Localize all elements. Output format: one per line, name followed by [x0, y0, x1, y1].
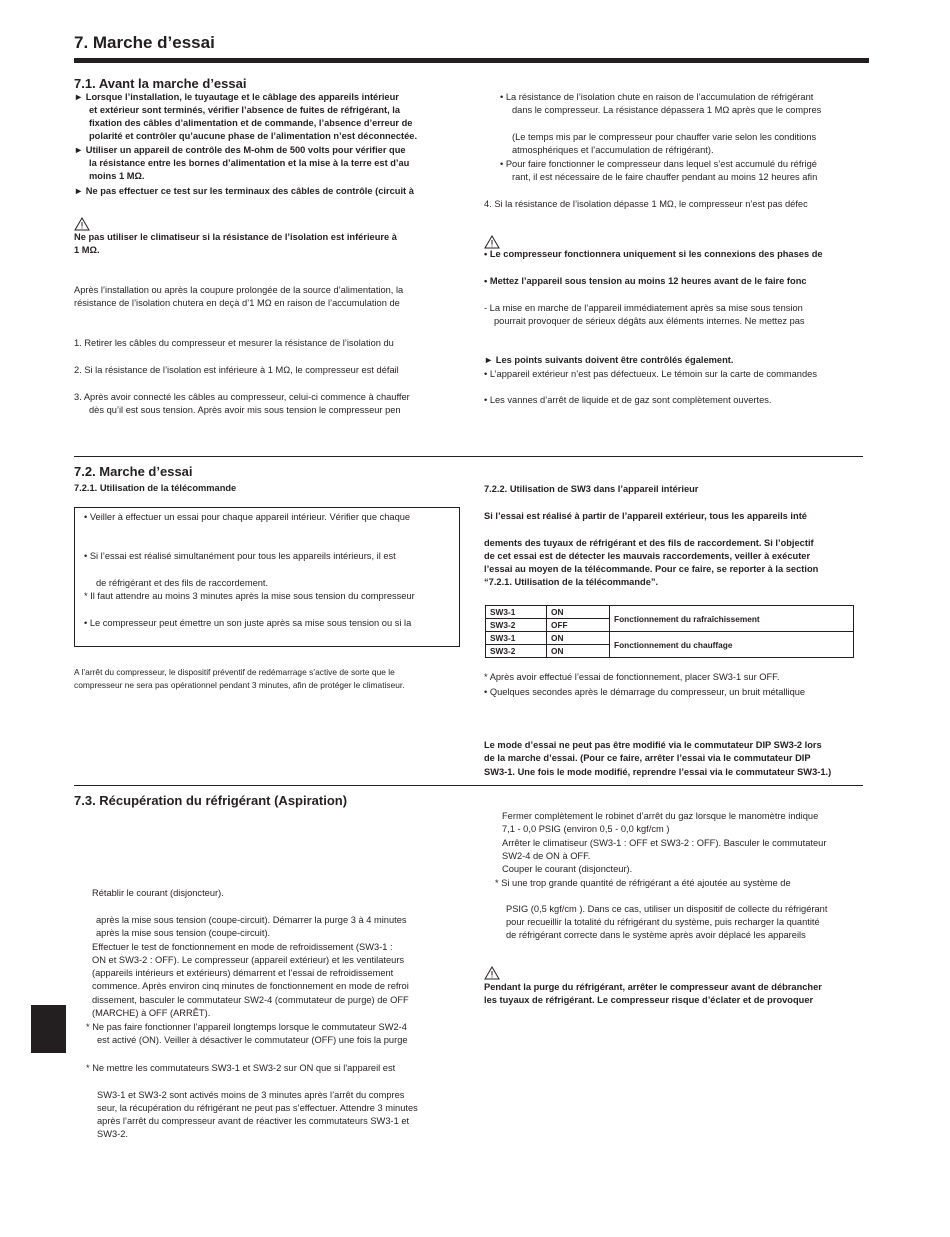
s721-note-l2: compresseur ne sera pas opérationnel pendant 3 minutes, afin de protéger le climatiseur. [74, 680, 405, 690]
s73r-close-l1: Fermer complètement le robinet d’arrêt du gaz lorsque le manomètre indique [502, 811, 819, 821]
caution-1: • Le compresseur fonctionnera uniquement si les connexions des phases de [484, 249, 823, 259]
s71-step-2: 2. Si la résistance de l’isolation est inférieure à 1 MΩ, le compresseur est défail [74, 365, 399, 375]
s71r-b2-l2: rant, il est nécessaire de le faire chauffer pendant au moins 12 heures afin [512, 172, 818, 182]
section-divider-1 [74, 456, 863, 457]
sw3-cell-switch: SW3-2 [486, 645, 547, 658]
sw3-table [485, 605, 854, 658]
warning-1-l2: 1 MΩ. [74, 245, 100, 255]
language-tab-marker [31, 1005, 66, 1053]
s73r-star-b-l2: pour recueillir la totalité du réfrigérant du système, puis recharger la quantité [506, 917, 820, 927]
sw3-cell-switch: SW3-2 [486, 619, 547, 632]
s71r-b2-l1: • Pour faire fonctionner le compresseur dans lequel s’est accumulé du réfrigé [500, 159, 817, 169]
s721-box-l5: • Le compresseur peut émettre un son juste après sa mise sous tension ou si la [84, 618, 412, 628]
s722-heading: 7.2.2. Utilisation de SW3 dans l’appareil intérieur [484, 484, 699, 494]
s73-test-l1: Effectuer le test de fonctionnement en mode de refroidissement (SW3-1 : [92, 942, 393, 952]
s722-after-2: • Quelques secondes après le démarrage du compresseur, un bruit métallique [484, 687, 806, 697]
s73-test-l6: (MARCHE) à OFF (ARRÊT). [92, 1008, 211, 1018]
s73r-star-b-l3: de réfrigérant correcte dans le système après avoir déplacé les appareils [506, 930, 806, 940]
s722-bold-l3: SW3-1. Une fois le mode modifié, reprendre l’essai via le commutateur SW3-1.) [484, 767, 832, 777]
s721-note-l1: A l’arrêt du compresseur, le dispositif préventif de redémarrage s’active de sorte que le [74, 667, 395, 677]
s73-star2b-l3: après l’arrêt du compresseur avant de réactiver les commutateurs SW3-1 et [97, 1116, 410, 1126]
s71-bullet-2-l1: ► Utiliser un appareil de contrôle des M-ohm de 500 volts pour vérifier que [74, 145, 406, 155]
title-rule [74, 58, 869, 63]
s721-box-l3: de réfrigérant et des fils de raccordement. [96, 578, 269, 588]
sw3-cell-switch: SW3-1 [486, 632, 547, 645]
check-2: • Les vannes d’arrêt de liquide et de gaz sont complètement ouvertes. [484, 395, 772, 405]
caution-2: • Mettez l’appareil sous tension au moins 12 heures avant de le faire fonc [484, 276, 807, 286]
s722-p2-l4: “7.2.1. Utilisation de la télécommande”. [484, 577, 659, 587]
s73-star2: * Ne mettre les commutateurs SW3-1 et SW3-2 sur ON que si l'appareil est [86, 1063, 396, 1073]
s71-step-3-l1: 3. Après avoir connecté les câbles au compresseur, celui-ci commence à chauffer [74, 392, 410, 402]
sw3-cell-mode: Fonctionnement du chauffage [610, 632, 854, 658]
s73-star2b-l4: SW3-2. [97, 1129, 128, 1139]
s73-star1-l1: * Ne pas faire fonctionner l’appareil longtemps lorsque le commutateur SW2-4 [86, 1022, 407, 1032]
s73-test-l4: commence. Après environ cinq minutes de fonctionnement en mode de refroi [92, 981, 409, 991]
s722-p1: Si l’essai est réalisé à partir de l’appareil extérieur, tous les appareils inté [484, 511, 807, 521]
caution-icon [484, 235, 500, 249]
section-72-heading: 7.2. Marche d’essai [74, 464, 193, 479]
page-title: 7. Marche d’essai [74, 33, 215, 52]
s73-test-l2: ON et SW3-2 : OFF). Le compresseur (appareil extérieur) et les ventilateurs [92, 955, 405, 965]
s73-star2b-l1: SW3-1 et SW3-2 sont activés moins de 3 minutes après l’arrêt du compres [97, 1090, 405, 1100]
s71-bullet-2-l2: la résistance entre les bornes d’alimentation et la mise à la terre est d’au [89, 158, 410, 168]
s721-box-l1: • Veiller à effectuer un essai pour chaque appareil intérieur. Vérifier que chaque [84, 512, 411, 522]
table-row [486, 632, 854, 645]
s71r-dash-l1: - La mise en marche de l’appareil immédiatement après sa mise sous tension [484, 303, 803, 313]
s73-star2b-l2: seur, la récupération du réfrigérant ne peut pas s’effectuer. Attendre 3 minutes [97, 1103, 418, 1113]
s71r-b1b-l1: (Le temps mis par le compresseur pour chauffer varie selon les conditions [512, 132, 817, 142]
s73r-close-l5: Couper le courant (disjoncteur). [502, 864, 633, 874]
s73-warning-l1: Pendant la purge du réfrigérant, arrêter le compresseur avant de débrancher [484, 982, 822, 992]
s722-after-1: * Après avoir effectué l’essai de fonctionnement, placer SW3-1 sur OFF. [484, 672, 780, 682]
s73-test-l5: dissement, basculer le commutateur SW2-4 (commutateur de purge) de OFF [92, 995, 409, 1005]
s721-box-l4: * Il faut attendre au moins 3 minutes après la mise sous tension du compresseur [84, 591, 415, 601]
s71-step-1: 1. Retirer les câbles du compresseur et mesurer la résistance de l’isolation du [74, 338, 394, 348]
warning-icon [74, 217, 90, 231]
s71-para-l1: Après l’installation ou après la coupure prolongée de la source d’alimentation, la [74, 285, 404, 295]
s73r-star-b-l1: PSIG (0,5 kgf/cm ). Dans ce cas, utiliser un dispositif de collecte du réfrigérant [506, 904, 828, 914]
s71-bullet-1-l4: polarité et contrôler qu’aucune phase de l’alimentation n’est déconnectée. [89, 131, 418, 141]
s722-bold-l1: Le mode d’essai ne peut pas être modifié via le commutateur DIP SW3-2 lors [484, 740, 822, 750]
sw3-cell-state: ON [547, 632, 610, 645]
s71-para-l2: résistance de l’isolation chutera en deçà d’1 MΩ en raison de l’accumulation de [74, 298, 400, 308]
sw3-cell-mode: Fonctionnement du rafraîchissement [610, 606, 854, 632]
sw3-cell-state: ON [547, 606, 610, 619]
s73r-close-l4: SW2-4 de ON à OFF. [502, 851, 591, 861]
s73r-close-l3: Arrêter le climatiseur (SW3-1 : OFF et SW3-2 : OFF). Basculer le commutateur [502, 838, 827, 848]
s71-bullet-1-l3: fixation des câbles d’alimentation et de commande, l’absence d’erreur de [89, 118, 413, 128]
s73-star1-l2: est activé (ON). Veiller à désactiver le commutateur (OFF) une fois la purge [97, 1035, 408, 1045]
section-divider-2 [74, 785, 863, 786]
sw3-cell-state: OFF [547, 619, 610, 632]
s71-bullet-1-l1: ► Lorsque l’installation, le tuyautage et le câblage des appareils intérieur [74, 92, 399, 102]
table-row [486, 606, 854, 619]
s71-bullet-2-l3: moins 1 MΩ. [89, 171, 145, 181]
s71-bullet-1-l2: et extérieur sont terminés, vérifier l’absence de fuites de réfrigérant, la [89, 105, 401, 115]
s722-bold-l2: de la marche d’essai. (Pour ce faire, arrêter l’essai via le commutateur DIP [484, 753, 811, 763]
s73-purge-l2: après la mise sous tension (coupe-circuit). [96, 928, 271, 938]
s71r-b1-l1: • La résistance de l’isolation chute en raison de l’accumulation de réfrigérant [500, 92, 814, 102]
warning-1-l1: Ne pas utiliser le climatiseur si la résistance de l’isolation est inférieure à [74, 232, 397, 242]
warning-icon [484, 966, 500, 980]
check-1: • L’appareil extérieur n’est pas défectueux. Le témoin sur la carte de commandes [484, 369, 817, 379]
s73-test-l3: (appareils intérieurs et extérieurs) démarrent et l’essai de refroidissement [92, 968, 394, 978]
s71r-step-4: 4. Si la résistance de l’isolation dépasse 1 MΩ, le compresseur n’est pas défec [484, 199, 808, 209]
section-71-heading: 7.1. Avant la marche d’essai [74, 76, 247, 91]
s71r-b1-l2: dans le compresseur. La résistance dépassera 1 MΩ après que le compres [512, 105, 822, 115]
s73-purge-l1: après la mise sous tension (coupe-circuit). Démarrer la purge 3 à 4 minutes [96, 915, 407, 925]
s722-p2-l3: l’essai au moyen de la télécommande. Pour ce faire, se reporter à la section [484, 564, 819, 574]
sw3-cell-switch: SW3-1 [486, 606, 547, 619]
s71-bullet-3-l1: ► Ne pas effectuer ce test sur les terminaux des câbles de contrôle (circuit à [74, 186, 414, 196]
s722-p2-l1: dements des tuyaux de réfrigérant et des fils de raccordement. Si l’objectif [484, 538, 814, 548]
s73-warning-l2: les tuyaux de réfrigérant. Le compresseur risque d’éclater et de provoquer [484, 995, 814, 1005]
s73r-star: * Si une trop grande quantité de réfrigérant a été ajoutée au système de [495, 878, 791, 888]
s722-p2-l2: de cet essai est de détecter les mauvais raccordements, veiller à exécuter [484, 551, 811, 561]
s721-box-l2: • Si l’essai est réalisé simultanément pour tous les appareils intérieurs, il est [84, 551, 396, 561]
s73-restore: Rétablir le courant (disjoncteur). [92, 888, 224, 898]
s71r-b1b-l2: atmosphériques et l’accumulation de réfrigérant). [512, 145, 714, 155]
sw3-cell-state: ON [547, 645, 610, 658]
s71r-dash-l2: pourrait provoquer de sérieux dégâts aux éléments internes. Ne mettez pas [494, 316, 805, 326]
s73r-close-l2: 7,1 - 0,0 PSIG (environ 0,5 - 0,0 kgf/cm ) [502, 824, 670, 834]
section-73-heading: 7.3. Récupération du réfrigérant (Aspiration) [74, 793, 348, 808]
s721-heading: 7.2.1. Utilisation de la télécommande [74, 483, 237, 493]
s71-step-3-l2: dès qu’il est sous tension. Après avoir mis sous tension le compresseur pen [89, 405, 401, 415]
check-heading: ► Les points suivants doivent être contrôlés également. [484, 355, 734, 365]
